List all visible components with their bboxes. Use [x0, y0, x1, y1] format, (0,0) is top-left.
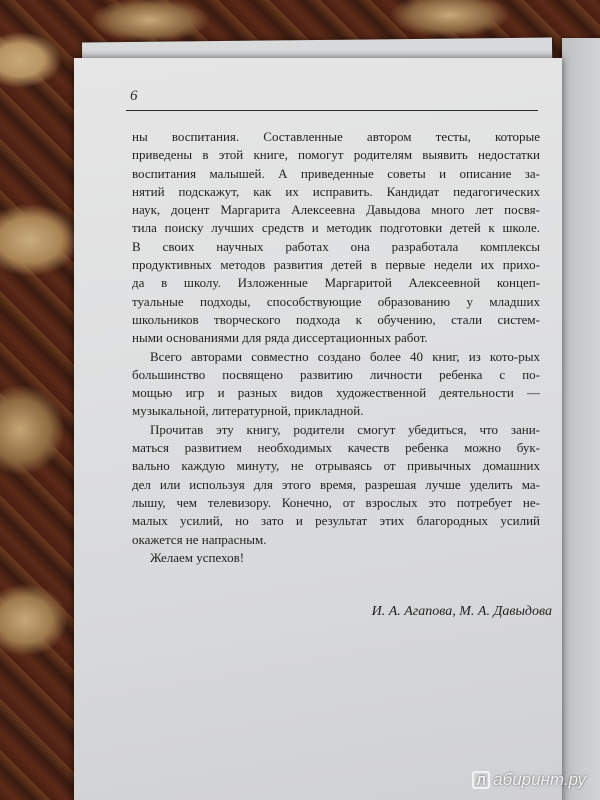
- text-line: приведены в этой книге, помогут родителям выявить недостатки: [132, 147, 540, 163]
- text-line: музыкальной, литературной, прикладной.: [132, 403, 364, 419]
- authors-signature: И. А. Агапова, М. А. Давыдова: [371, 604, 552, 619]
- text-line: В своих научных работах она разработала комплексы: [132, 238, 540, 254]
- text-line: большинство посвящено развитию личности ребенка с по-: [132, 366, 540, 382]
- text-line: вально каждую минуту, не отрываясь от привычных домашних: [132, 458, 540, 474]
- text-line: нятий подскажут, как их исправить. Кандидат педагогических: [132, 183, 540, 199]
- watermark-text: абиринт.ру: [493, 770, 586, 789]
- text-line: школьников творческого подхода к обучению, стали систем-: [132, 311, 540, 327]
- header-rule: [126, 110, 538, 111]
- right-page-edge: [562, 38, 600, 800]
- text-line: дел или используя для этого время, разрешая лучше уделить ма-: [132, 476, 540, 492]
- text-line: наук, доцент Маргарита Алексеевна Давыдова много лет посвя-: [132, 202, 540, 218]
- body-text: [132, 128, 540, 567]
- text-line: Всего авторами совместно создано более 40 книг, из кото-рых: [150, 348, 540, 364]
- text-line: продуктивных методов развития детей в первые недели их прихо-: [132, 257, 540, 273]
- text-line: тила поиску лучших средств и методик подготовки детей к школе.: [132, 220, 540, 236]
- page-number: 6: [130, 88, 138, 104]
- text-line: мощью игр и разных видов художественной деятельности —: [132, 385, 540, 401]
- text-line: лышу, чем телевизору. Конечно, от взрослых это потребует не-: [132, 494, 540, 510]
- text-line: Прочитав эту книгу, родители смогут убедиться, что зани-: [150, 421, 540, 437]
- text-line: туальные подходы, способствующие образованию у младших: [132, 293, 540, 309]
- text-line: маться развитием необходимых качеств ребенка можно бук-: [132, 440, 540, 456]
- labirint-watermark: [472, 770, 586, 790]
- labirint-logo-icon: Л: [472, 771, 490, 789]
- text-line: ны воспитания. Составленные автором тесты, которые: [132, 129, 540, 144]
- book-page: [74, 58, 562, 800]
- text-line: ными основаниями для ряда диссертационных работ.: [132, 330, 428, 346]
- text-line: Желаем успехов!: [150, 549, 245, 565]
- text-line: да в школу. Изложенные Маргаритой Алексеевной концеп-: [132, 275, 540, 291]
- text-line: окажется не напрасным.: [132, 531, 267, 547]
- text-line: малых усилий, но зато и результат этих благородных усилий: [132, 513, 540, 529]
- text-line: воспитания малышей. А приведенные советы и описание за-: [132, 165, 540, 181]
